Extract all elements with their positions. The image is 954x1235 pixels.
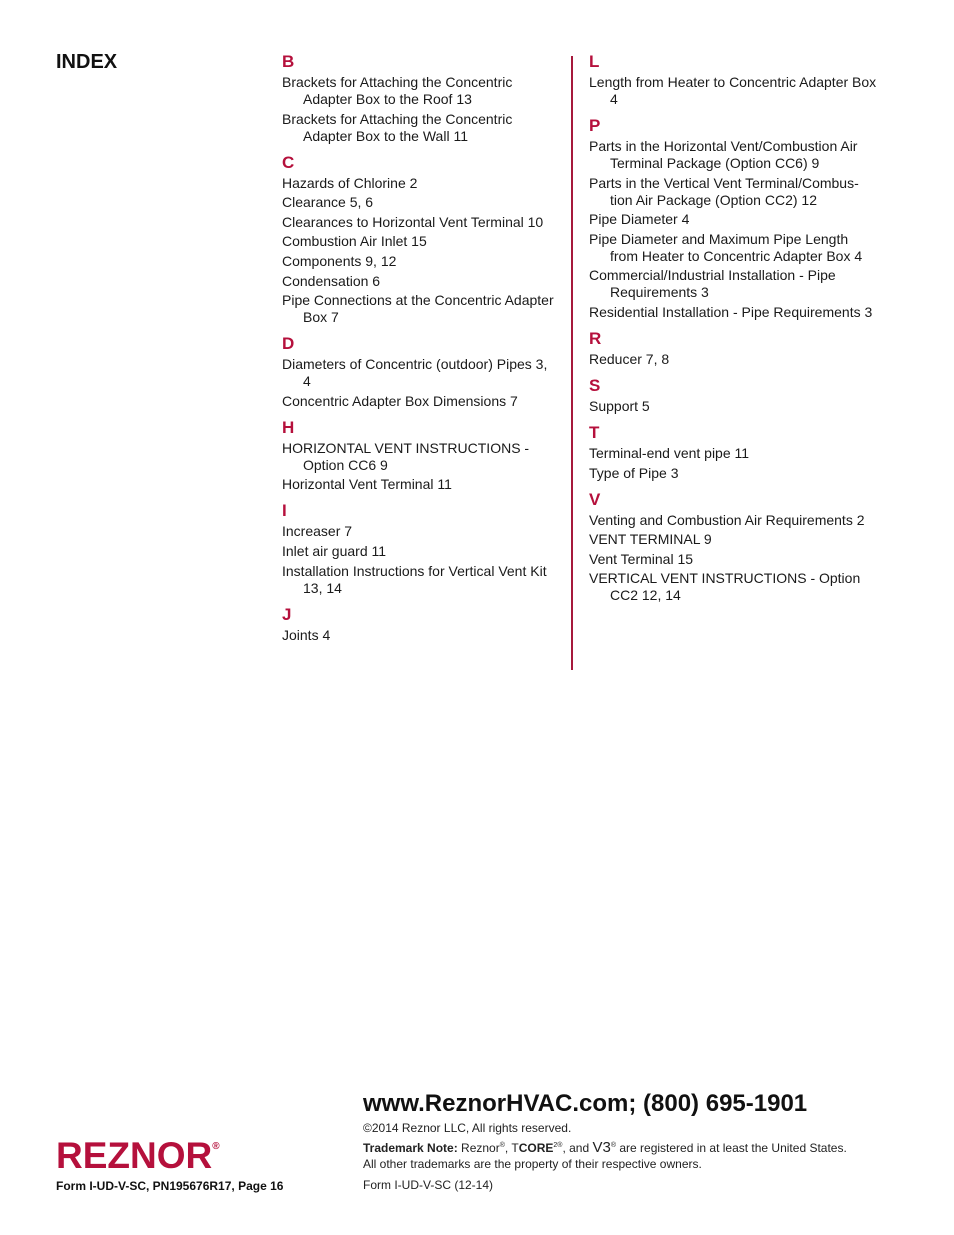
- index-entry: Venting and Combustion Air Requirements 2: [589, 511, 865, 528]
- trademark-label: Trademark Note:: [363, 1141, 458, 1155]
- index-entry: Condensation 6: [282, 272, 381, 289]
- index-entry: HORIZONTAL VENT INSTRUCTIONS - Option CC6 9: [282, 439, 530, 473]
- index-entry-list: [282, 627, 558, 644]
- index-entry: Combustion Air Inlet 15: [282, 233, 427, 250]
- index-section-d: [282, 334, 558, 410]
- section-letter: I: [282, 501, 287, 521]
- index-entry: Increaser 7: [282, 523, 353, 540]
- index-entry: VERTICAL VENT INSTRUCTIONS - Option CC2 12, 14: [589, 570, 861, 604]
- trademark-brand-reznor: Reznor: [461, 1141, 500, 1155]
- trademark-line2: All other trademarks are the property of their respective owners.: [363, 1157, 702, 1171]
- section-letter: D: [282, 334, 295, 354]
- section-letter: C: [282, 152, 295, 172]
- index-section-s: [589, 376, 879, 415]
- index-entry: Vent Terminal 15: [589, 550, 694, 567]
- section-letter: V: [589, 489, 601, 509]
- index-entry: Reducer 7, 8: [589, 350, 670, 367]
- index-entry-list: [282, 175, 558, 327]
- index-entry: Joints 4: [282, 626, 331, 643]
- section-letter: L: [589, 52, 600, 71]
- index-entry-list: [282, 523, 558, 596]
- section-letter: S: [589, 375, 601, 395]
- section-letter: R: [589, 328, 602, 348]
- index-section-h: [282, 418, 558, 494]
- index-entry: Pipe Connections at the Concentric Adapter Box 7: [282, 292, 554, 326]
- index-entry: Commercial/Industrial Installation - Pipe Requirements 3: [589, 267, 836, 301]
- index-entry-list: [589, 398, 879, 415]
- index-entry: Clearances to Horizontal Vent Terminal 10: [282, 213, 544, 230]
- footer-page-form: Form I-UD-V-SC, PN195676R17, Page 16: [56, 1179, 284, 1193]
- index-entry-list: [282, 74, 558, 145]
- index-entry: Support 5: [589, 397, 650, 414]
- index-entry-list: [589, 138, 879, 321]
- index-entry-list: [282, 356, 558, 410]
- index-entry: Residential Installation - Pipe Requirements 3: [589, 303, 873, 320]
- index-entry: Parts in the Horizontal Vent/Combustion Air Terminal Package (Option CC6) 9: [589, 138, 858, 171]
- index-entry-list: [282, 440, 558, 494]
- index-section-i: [282, 501, 558, 596]
- index-entry-list: [589, 445, 879, 482]
- index-entry-list: [589, 512, 879, 605]
- index-section-l: [589, 52, 879, 108]
- index-entry: Inlet air guard 11: [282, 542, 387, 559]
- footer-website-phone: www.ReznorHVAC.com; (800) 695-1901: [363, 1090, 808, 1117]
- index-entry: Pipe Diameter 4: [589, 211, 690, 228]
- index-section-p: [589, 116, 879, 321]
- index-entry: Brackets for Attaching the Concentric Adapter Box to the Roof 13: [282, 74, 513, 107]
- index-entry: Length from Heater to Concentric Adapter Box 4: [589, 74, 877, 107]
- index-entry: Diameters of Concentric (outdoor) Pipes 3, 4: [282, 356, 548, 390]
- section-letter: H: [282, 417, 295, 437]
- index-column-right: [589, 52, 879, 612]
- trademark-tail: are registered in at least the United States.: [619, 1141, 847, 1155]
- index-entry: Brackets for Attaching the Concentric Adapter Box to the Wall 11: [282, 110, 513, 144]
- index-section-j: [282, 605, 558, 644]
- trademark-brand-v3: V3: [592, 1139, 611, 1156]
- index-entry: Installation Instructions for Vertical Vent Kit 13, 14: [282, 562, 547, 596]
- index-section-b: [282, 52, 558, 145]
- index-entry: Horizontal Vent Terminal 11: [282, 476, 452, 493]
- index-entry: Components 9, 12: [282, 252, 397, 269]
- trademark-brand-tcore: $TCORE^{2®}$: [511, 1141, 563, 1155]
- index-title: INDEX: [56, 51, 118, 73]
- index-entry: Parts in the Vertical Vent Terminal/Combus-tion Air Package (Option CC2) 12: [589, 174, 859, 208]
- reznor-logo: REZNOR®: [56, 1135, 220, 1176]
- index-entry: Type of Pipe 3: [589, 464, 679, 481]
- footer-copyright: ©2014 Reznor LLC, All rights reserved.: [363, 1121, 572, 1135]
- index-section-r: [589, 329, 879, 368]
- index-section-v: [589, 490, 879, 605]
- index-entry: Concentric Adapter Box Dimensions 7: [282, 392, 518, 409]
- footer-form-number: Form I-UD-V-SC (12-14): [363, 1178, 494, 1192]
- index-column-left: [282, 52, 558, 652]
- index-entry-list: [589, 74, 879, 108]
- section-letter: T: [589, 422, 600, 442]
- index-entry: Terminal-end vent pipe 11: [589, 444, 750, 461]
- index-entry: Clearance 5, 6: [282, 194, 374, 211]
- index-entry-list: [589, 351, 879, 368]
- index-section-c: [282, 153, 558, 327]
- index-entry: Pipe Diameter and Maximum Pipe Length from Heater to Concentric Adapter Box 4: [589, 230, 863, 264]
- footer-trademark-note: Trademark Note: Reznor®, $TCORE^{2®}$, and V3® are registered in at least the United States. All other trademarks are the property of their respective owners.: [363, 1139, 847, 1171]
- section-letter: B: [282, 52, 295, 71]
- column-divider: [571, 56, 573, 670]
- index-entry: VENT TERMINAL 9: [589, 531, 712, 548]
- index-section-t: [589, 423, 879, 482]
- index-entry: Hazards of Chlorine 2: [282, 174, 418, 191]
- section-letter: J: [282, 604, 292, 624]
- section-letter: P: [589, 116, 601, 135]
